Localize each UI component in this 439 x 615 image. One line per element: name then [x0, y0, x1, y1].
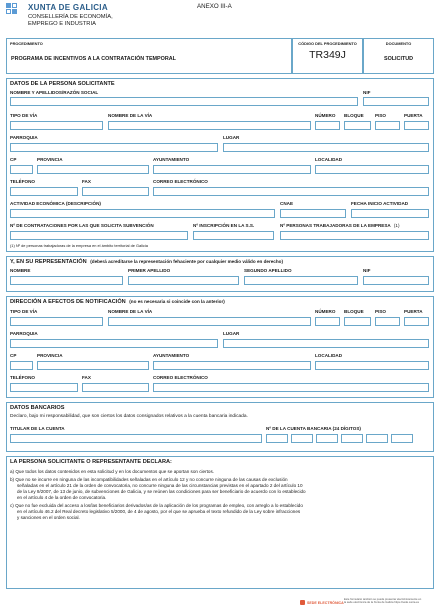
notif-piso-field[interactable] [375, 317, 400, 326]
parroquia-label: PARROQUIA [10, 135, 38, 140]
notif-telefono-label: TELÉFONO [10, 375, 36, 380]
representative-title-text: Y, EN SU REPRESENTACIÓN [10, 259, 87, 265]
footer-note-line-1: Este formulario también se puede presentar electrónicamente en [344, 598, 422, 601]
declaration-item-c [10, 503, 430, 521]
ayuntamiento-label: AYUNTAMIENTO [153, 157, 190, 162]
org-name: XUNTA DE GALICIA [28, 3, 108, 12]
n-contrataciones-label: Nº DE CONTRATACIONES POR LAS QUE SOLICITA SUBVENCIÓN [10, 223, 154, 228]
bank-declaration: Declaro, bajo mi responsabilidad, que son ciertos los datos consignados relativos a la cuenta bancaria indicada. [10, 414, 248, 419]
footer-note [344, 598, 421, 605]
notif-puerta-field[interactable] [404, 317, 429, 326]
bloque-label: BLOQUE [344, 113, 364, 118]
sede-electronica-stamp [300, 600, 344, 605]
notif-tipo-via-label: TIPO DE VÍA [10, 309, 38, 314]
piso-label: PISO [375, 113, 386, 118]
lugar-label: LUGAR [223, 135, 240, 140]
account-control-field[interactable] [316, 434, 338, 443]
rep-primer-apellido-field[interactable] [128, 276, 239, 285]
declaration-item-b-line-2: señaladas en el artículo 21 de la orden de convocatoria, no concurre ninguna de las circunstancias previstas en el apartado 2 del artículo 10 [17, 483, 303, 489]
notif-telefono-field[interactable] [10, 383, 78, 392]
declaration-item-c-line-1: c) Que no fue excluida del acceso a los/las beneficiarios derivados/as de la aplicación de los programas de empleo, con arreglo a lo establecido [10, 503, 303, 508]
lugar-field[interactable] [223, 143, 429, 152]
correo-label: CORREO ELECTRÓNICO [153, 179, 208, 184]
notif-puerta-label: PUERTA [404, 309, 423, 314]
actividad-label: ACTIVIDAD ECONÓMICA (DESCRIPCIÓN) [10, 201, 101, 206]
fecha-inicio-field[interactable] [351, 209, 429, 218]
declaration-item-a: a) Que todos los datos contenidos en esta solicitud y en los documentos que se aportan son ciertos. [10, 469, 215, 474]
actividad-field[interactable] [10, 209, 275, 218]
cp-field[interactable] [10, 165, 33, 174]
fax-label: FAX [82, 179, 91, 184]
notif-parroquia-label: PARROQUIA [10, 331, 38, 336]
account-block-4-field[interactable] [341, 434, 363, 443]
n-inscripcion-label: Nº INSCRIPCIÓN EN LA S.S. [193, 223, 255, 228]
fecha-inicio-label: FECHA INICIO ACTIVIDAD [351, 201, 409, 206]
puerta-label: PUERTA [404, 113, 423, 118]
account-group [266, 434, 429, 443]
code-label: CÓDIGO DEL PROCEDIMIENTO [298, 41, 357, 46]
notif-fax-label: FAX [82, 375, 91, 380]
titular-label: TITULAR DE LA CUENTA [10, 426, 65, 431]
representative-subtitle: (deberá acreditarse la representación fehaciente por cualquier medio válido en derecho) [90, 259, 283, 264]
notif-localidad-field[interactable] [315, 361, 429, 370]
procedure-label: PROCEDIMIENTO [10, 41, 43, 46]
bank-title: DATOS BANCARIOS [10, 405, 65, 411]
declaration-item-b [10, 477, 430, 501]
numero-label: NÚMERO [315, 113, 336, 118]
rep-segundo-apellido-label: SEGUNDO APELLIDO [244, 268, 292, 273]
correo-field[interactable] [153, 187, 429, 196]
notif-correo-label: CORREO ELECTRÓNICO [153, 375, 208, 380]
notif-bloque-field[interactable] [344, 317, 371, 326]
rep-segundo-apellido-field[interactable] [244, 276, 358, 285]
code-cell [292, 38, 363, 74]
provincia-label: PROVINCIA [37, 157, 63, 162]
nif-field[interactable] [363, 97, 429, 106]
dept-line-1: CONSELLERÍA DE ECONOMÍA, [28, 14, 113, 20]
cnae-label: CNAE [280, 201, 294, 206]
applicant-title: DATOS DE LA PERSONA SOLICITANTE [10, 81, 115, 87]
rep-nombre-label: NOMBRE [10, 268, 31, 273]
bank-section [6, 402, 434, 452]
notif-numero-field[interactable] [315, 317, 340, 326]
notif-nombre-via-label: NOMBRE DE LA VÍA [108, 309, 153, 314]
notif-piso-label: PISO [375, 309, 386, 314]
n-personas-label [280, 223, 399, 228]
sede-label: SEDE ELECTRÓNICA [307, 600, 344, 605]
notif-provincia-label: PROVINCIA [37, 353, 63, 358]
n-contrataciones-field[interactable] [10, 231, 188, 240]
n-personas-note: (1) [393, 223, 400, 228]
procedure-cell [6, 38, 292, 74]
notif-bloque-label: BLOQUE [344, 309, 364, 314]
rep-nif-field[interactable] [363, 276, 429, 285]
telefono-field[interactable] [10, 187, 78, 196]
notif-fax-field[interactable] [82, 383, 149, 392]
applicant-footnote: (1) Nº de personas trabajadoras de la empresa en el ámbito territorial de Galicia [10, 243, 148, 248]
document-label: DOCUMENTO [385, 41, 412, 46]
localidad-field[interactable] [315, 165, 429, 174]
procedure-value: PROGRAMA DE INCENTIVOS A LA CONTRATACIÓN TEMPORAL [11, 56, 176, 62]
titular-field[interactable] [10, 434, 262, 443]
representative-title [10, 259, 283, 265]
piso-field[interactable] [375, 121, 400, 130]
notif-provincia-field[interactable] [37, 361, 149, 370]
xunta-logo [6, 3, 20, 17]
telefono-label: TELÉFONO [10, 179, 36, 184]
ayuntamiento-field[interactable] [153, 165, 311, 174]
localidad-label: LOCALIDAD [315, 157, 343, 162]
name-field[interactable] [10, 97, 358, 106]
notification-title-text: DIRECCIÓN A EFECTOS DE NOTIFICACIÓN [10, 299, 126, 305]
notif-correo-field[interactable] [153, 383, 429, 392]
sede-icon [300, 600, 305, 605]
notification-title [10, 299, 225, 305]
notif-numero-label: NÚMERO [315, 309, 336, 314]
notif-cp-label: CP [10, 353, 17, 358]
declaration-item-b-line-1: b) Que no se incurre en ninguna de las incompatibilidades señaladas en el artículo 12 y no concurre ninguna de las causas de exclusión [10, 477, 288, 482]
account-label: Nº DE LA CUENTA BANCARIA (24 DÍGITOS) [266, 426, 361, 431]
provincia-field[interactable] [37, 165, 149, 174]
rep-nif-label: NIF [363, 268, 371, 273]
n-personas-field[interactable] [280, 231, 429, 240]
rep-nombre-field[interactable] [10, 276, 123, 285]
notif-cp-field[interactable] [10, 361, 33, 370]
tipo-via-field[interactable] [10, 121, 103, 130]
nombre-via-label: NOMBRE DE LA VÍA [108, 113, 153, 118]
declaration-section [6, 456, 434, 589]
tipo-via-label: TIPO DE VÍA [10, 113, 38, 118]
numero-field[interactable] [315, 121, 340, 130]
notif-parroquia-field[interactable] [10, 339, 218, 348]
code-value: TR349J [309, 49, 346, 61]
notif-ayuntamiento-label: AYUNTAMIENTO [153, 353, 190, 358]
declaration-item-c-line-3: y sanciones en el orden social. [17, 515, 80, 521]
account-office-field[interactable] [291, 434, 313, 443]
n-personas-text: Nº PERSONAS TRABAJADORAS DE LA EMPRESA [280, 223, 391, 228]
cp-label: CP [10, 157, 17, 162]
notif-tipo-via-field[interactable] [10, 317, 103, 326]
parroquia-field[interactable] [10, 143, 218, 152]
notif-nombre-via-field[interactable] [108, 317, 311, 326]
notif-lugar-field[interactable] [223, 339, 429, 348]
name-label: NOMBRE Y APELLIDOS/RAZÓN SOCIAL [10, 90, 99, 95]
declaration-item-b-line-3: de la Ley 9/2007, de 13 de junio, de subvenciones de Galicia, y se reúnen las condiciones para ser beneficiario de acuerdo con lo establecido [17, 489, 306, 495]
rep-primer-apellido-label: PRIMER APELLIDO [128, 268, 171, 273]
nif-label: NIF [363, 90, 371, 95]
declaration-item-c-line-2: en el artículo 46.2 del Real decreto legislativo 5/2000, de 4 de agosto, por el que se aprueba el texto refundido de la Ley sobre infracciones [17, 509, 301, 515]
n-inscripcion-field[interactable] [193, 231, 274, 240]
document-value: SOLICITUD [383, 56, 414, 62]
footer-note-line-2: la sede electrónica de la Xunta de Galicia https://sede.xunta.es [344, 601, 419, 605]
nombre-via-field[interactable] [108, 121, 311, 130]
declaration-title: LA PERSONA SOLICITANTE O REPRESENTANTE DECLARA: [10, 459, 172, 465]
bloque-field[interactable] [344, 121, 371, 130]
notif-lugar-label: LUGAR [223, 331, 240, 336]
puerta-field[interactable] [404, 121, 429, 130]
notification-subtitle: (no es necesaria si coincide con la anterior) [129, 299, 225, 304]
account-block-5-field[interactable] [366, 434, 388, 443]
document-cell [363, 38, 434, 74]
notif-localidad-label: LOCALIDAD [315, 353, 343, 358]
account-block-6-field[interactable] [391, 434, 413, 443]
dept-line-2: EMPREGO E INDUSTRIA [28, 21, 96, 27]
declaration-item-b-line-4: en el artículo 4 de la orden de convocatoria. [17, 495, 107, 501]
cnae-field[interactable] [280, 209, 346, 218]
annex-label: ANEXO III-A [197, 3, 232, 10]
account-entity-field[interactable] [266, 434, 288, 443]
fax-field[interactable] [82, 187, 149, 196]
notif-ayuntamiento-field[interactable] [153, 361, 311, 370]
